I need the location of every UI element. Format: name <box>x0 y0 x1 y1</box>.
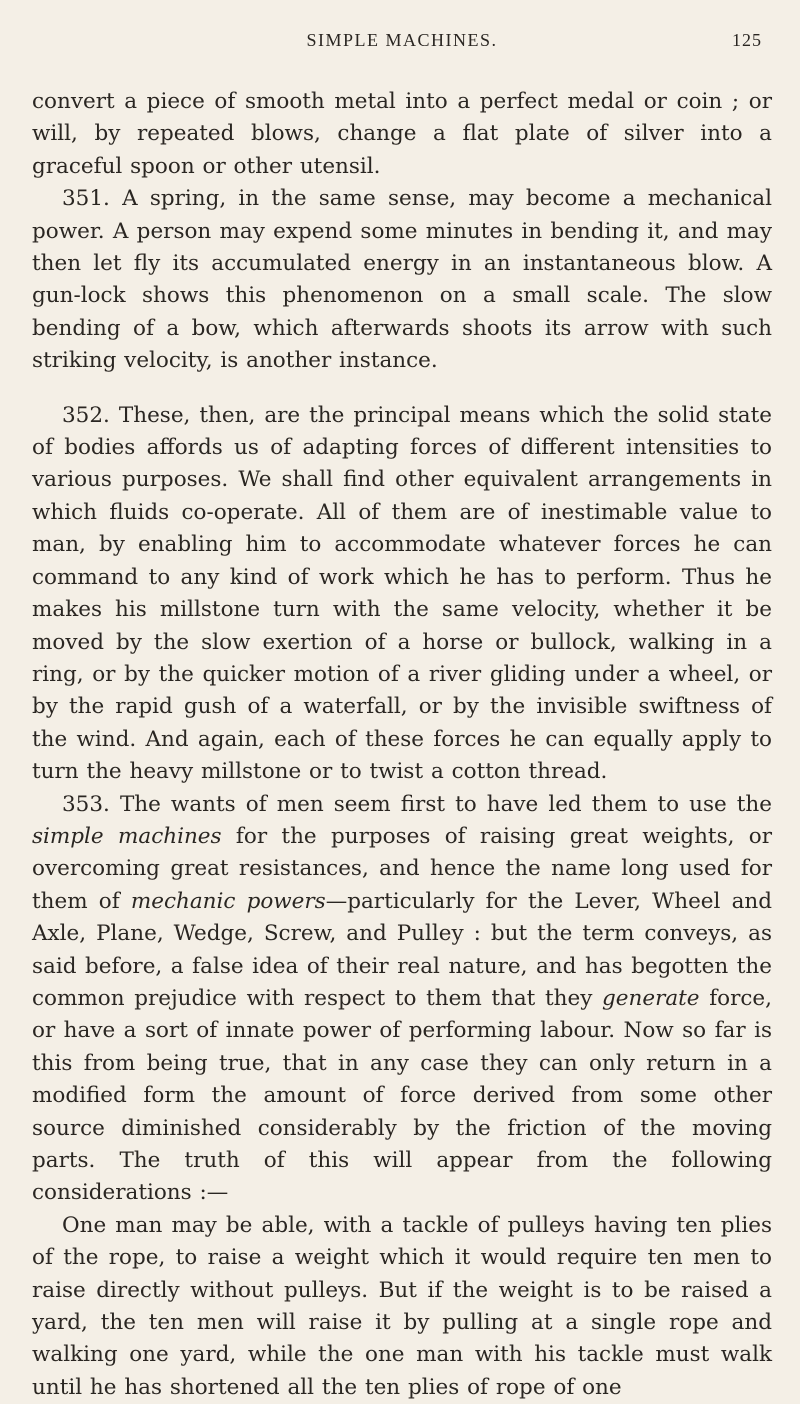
paragraph-number: 352. <box>62 402 110 428</box>
paragraph-text: A spring, in the same sense, may become a mechanical power. A person may expend some minutes in bending it, and may then let fly its accumulated energy in an instantaneous blow. A gun-lock shows this phenomenon on a small scale. The slow bending of a bow, which afterwards shoots its arrow with such striking velocity, is another instance. <box>32 186 772 374</box>
book-page <box>32 24 772 1400</box>
paragraph-text: force, or have a sort of innate power of performing labour. Now so far is this from being true, that in any case they can only return in a modified form the amount of force derived from some other source diminished considerably by the friction of the moving parts. The truth of this will appear from the following considerations :— <box>32 985 772 1206</box>
paragraph-text: —particularly for the Lever, Wheel and Axle, Plane, Wedge, Screw, and Pulley : but the term conveys, as said before, a false idea of their real nature, and has begotten the common prejudice with respect to them that they <box>32 888 772 1011</box>
italic-term: generate <box>602 985 700 1011</box>
paragraph-number: 351. <box>62 186 110 212</box>
paragraph-text: One man may be able, with a tackle of pulleys having ten plies of the rope, to raise a weight which it would require ten men to raise directly without pulleys. But if the weight is to be raised a yard, the ten men will raise it by pulling at a single rope and walking one yard, while the one man with his tackle must walk until he has shortened all the ten plies of rope of one <box>32 1212 772 1400</box>
paragraph-351 <box>32 183 772 377</box>
paragraph-continuation <box>32 86 772 183</box>
italic-term: mechanic powers <box>130 888 326 914</box>
paragraph-pulleys <box>32 1210 772 1404</box>
paragraph-text: for the purposes of raising great weights, or overcoming great resistances, and hence the name long used for them of <box>32 823 772 914</box>
italic-term: simple machines <box>32 823 222 849</box>
paragraph-number: 353. <box>62 791 110 817</box>
paragraph-text: convert a piece of smooth metal into a perfect medal or coin ; or will, by repeated blows, change a flat plate of silver into a graceful spoon or other utensil. <box>32 89 772 179</box>
paragraph-353 <box>32 789 772 1210</box>
paragraph-text: These, then, are the principal means which the solid state of bodies affords us of adapting forces of different intensities to various purposes. We shall find other equivalent arrangements in which fluids co-operate. All of them are of inestimable value to man, by enabling him to accommodate whatever forces he can command to any kind of work which he has to perform. Thus he makes his millstone turn with the same velocity, whether it be moved by the slow exertion of a horse or bullock, walking in a ring, or by the quicker motion of a river gliding under a wheel, or by the rapid gush of a waterfall, or by the invisible swiftness of the wind. And again, each of these forces he can equally apply to turn the heavy millstone or to twist a cotton thread. <box>32 402 772 785</box>
paragraph-text: The wants of men seem first to have led them to use the <box>109 791 772 817</box>
running-title: SIMPLE MACHINES. <box>306 30 498 50</box>
body-text <box>32 86 772 1404</box>
paragraph-352 <box>32 400 772 789</box>
page-number: 125 <box>732 30 762 50</box>
running-header <box>32 24 772 64</box>
